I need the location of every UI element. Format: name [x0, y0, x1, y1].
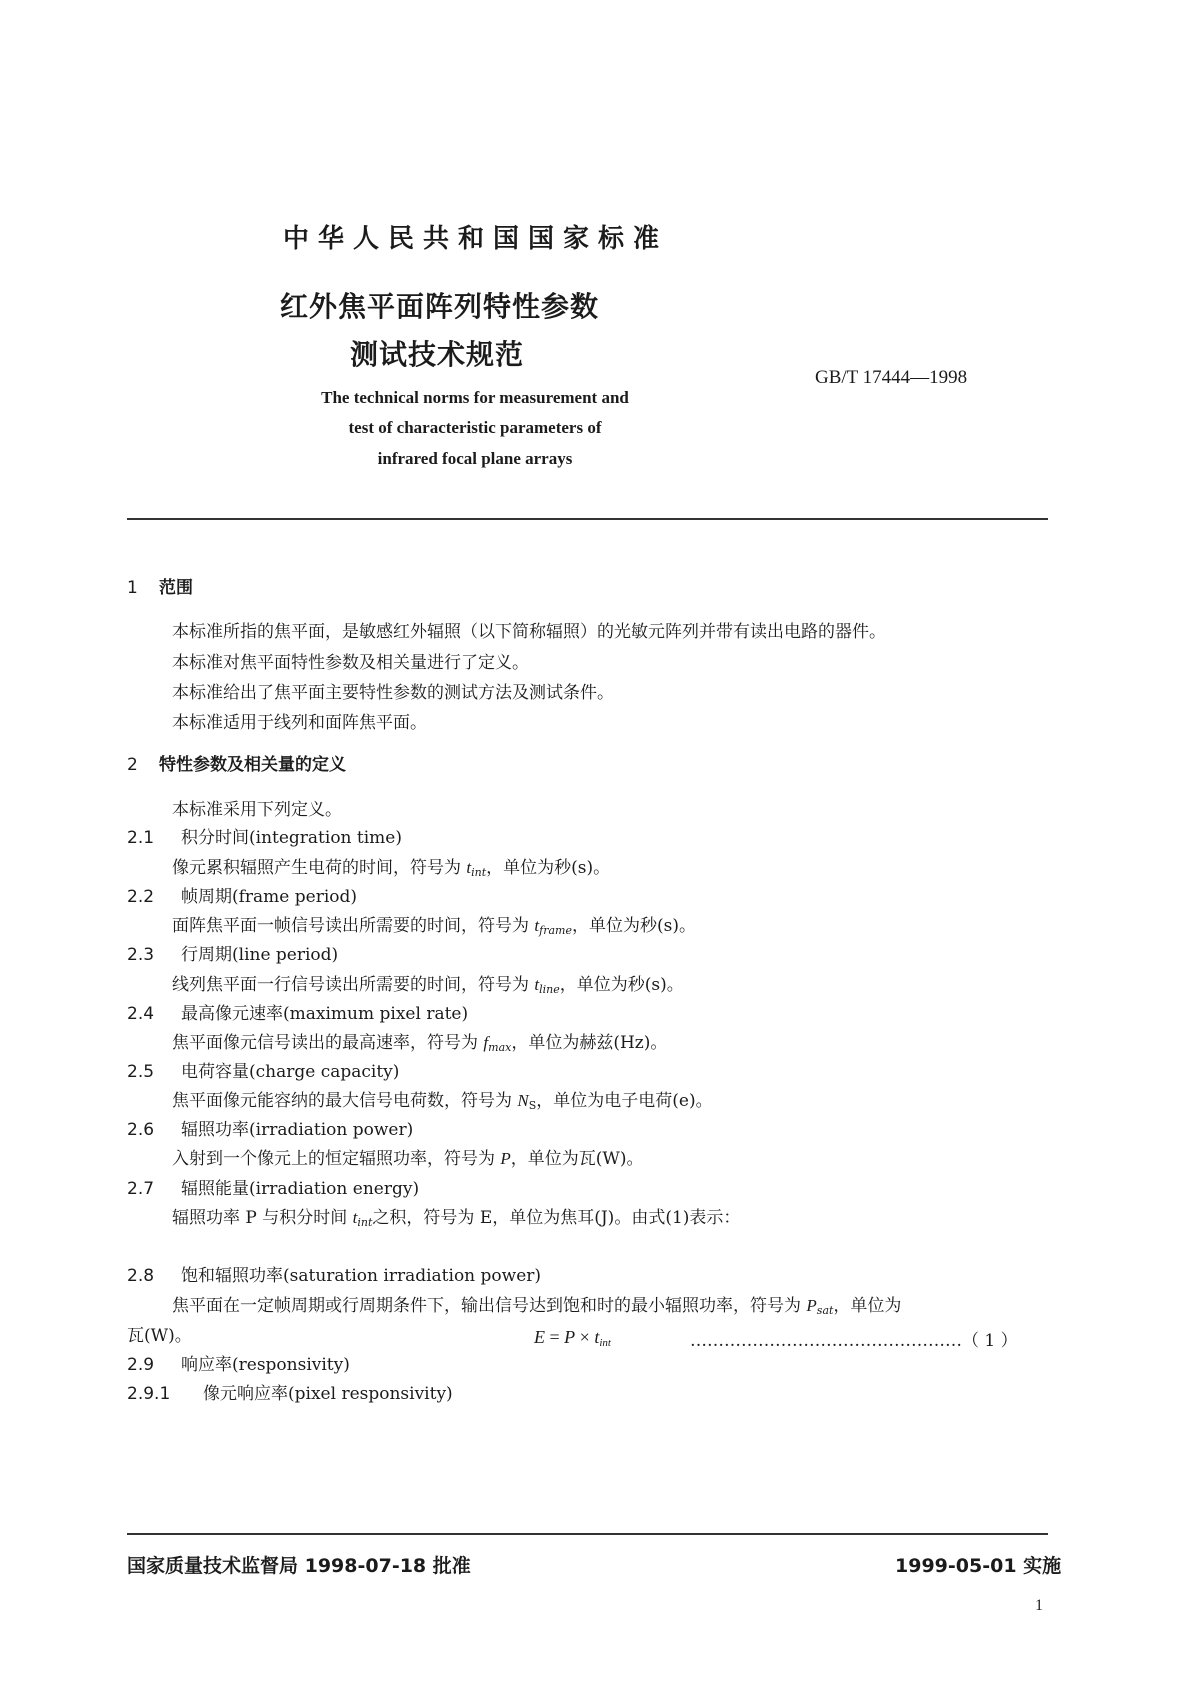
- definition-term: 2.3 行周期(line period): [127, 945, 339, 965]
- section1-paragraph: 本标准对焦平面特性参数及相关量进行了定义。: [172, 653, 529, 673]
- national-standard-header: 中华人民共和国国家标准: [283, 224, 669, 254]
- equation-1: $E = P \times t_{int}$: [534, 1327, 611, 1349]
- title-en-line2: test of characteristic parameters of: [348, 418, 602, 437]
- title-en-line1: The technical norms for measurement and: [321, 388, 629, 407]
- definition-term: 2.7 辐照能量(irradiation energy): [127, 1179, 420, 1199]
- definition-desc: 辐照功率 P 与积分时间 $t_{int}$之积，符号为 E，单位为焦耳(J)。由式(1)表示：: [172, 1208, 741, 1229]
- header-rule: [127, 518, 1048, 520]
- definition-term: 2.2 帧周期(frame period): [127, 887, 358, 907]
- title-cn-line1: 红外焦平面阵列特性参数: [280, 290, 600, 323]
- definition-term: 2.5 电荷容量(charge capacity): [127, 1062, 400, 1082]
- section1-title: 范围: [159, 578, 193, 598]
- section1-paragraph: 本标准所指的焦平面，是敏感红外辐照（以下简称辐照）的光敏元阵列并带有读出电路的器件。: [172, 622, 886, 642]
- definition-desc: 焦平面像元能容纳的最大信号电荷数，符号为 $N_S$，单位为电子电荷(e)。: [172, 1091, 713, 1112]
- definition-desc: 线列焦平面一行信号读出所需要的时间，符号为 $t_{line}$，单位为秒(s)。: [172, 975, 684, 996]
- section2-number: 2: [127, 755, 138, 775]
- standard-number: GB/T 17444—1998: [815, 367, 968, 388]
- definition-desc: 焦平面像元信号读出的最高速率，符号为 $f_{max}$，单位为赫兹(Hz)。: [172, 1033, 668, 1054]
- approval-text: 国家质量技术监督局 1998-07-18 批准: [127, 1555, 471, 1577]
- title-en-line3: infrared focal plane arrays: [377, 449, 573, 468]
- footer-rule: [127, 1533, 1048, 1535]
- definition-desc: 面阵焦平面一帧信号读出所需要的时间，符号为 $t_{frame}$，单位为秒(s)。: [172, 916, 696, 937]
- definition-term: 2.6 辐照功率(irradiation power): [127, 1120, 414, 1140]
- title-cn-line2: 测试技术规范: [350, 338, 525, 371]
- definition-desc-continuation: 瓦(W)。: [127, 1326, 192, 1346]
- implementation-date: 1999-05-01 实施: [895, 1555, 1062, 1577]
- definition-term: 2.1 积分时间(integration time): [127, 828, 402, 848]
- definition-term: 2.9 响应率(responsivity): [127, 1355, 350, 1375]
- section2-intro: 本标准采用下列定义。: [172, 800, 342, 820]
- section2-heading: [127, 750, 346, 775]
- definition-desc: 焦平面在一定帧周期或行周期条件下，输出信号达到饱和时的最小辐照功率，符号为 $P_{sat}$，单位为: [172, 1296, 902, 1317]
- section1-heading: [127, 573, 193, 598]
- section1-paragraph: 本标准适用于线列和面阵焦平面。: [172, 713, 427, 733]
- definition-term: 2.9.1 像元响应率(pixel responsivity): [127, 1384, 453, 1404]
- definition-term: 2.4 最高像元速率(maximum pixel rate): [127, 1004, 469, 1024]
- definition-desc: 像元累积辐照产生电荷的时间，符号为 $t_{int}$，单位为秒(s)。: [172, 858, 611, 879]
- page-number: 1: [1035, 1597, 1043, 1614]
- section1-paragraph: 本标准给出了焦平面主要特性参数的测试方法及测试条件。: [172, 683, 614, 703]
- section2-title: 特性参数及相关量的定义: [159, 755, 346, 775]
- definition-term: 2.8 饱和辐照功率(saturation irradiation power): [127, 1266, 542, 1286]
- definition-desc: 入射到一个像元上的恒定辐照功率，符号为 P，单位为瓦(W)。: [172, 1149, 644, 1169]
- section1-number: 1: [127, 578, 138, 598]
- equation-number: …………………………………………（ 1 ）: [690, 1331, 1018, 1351]
